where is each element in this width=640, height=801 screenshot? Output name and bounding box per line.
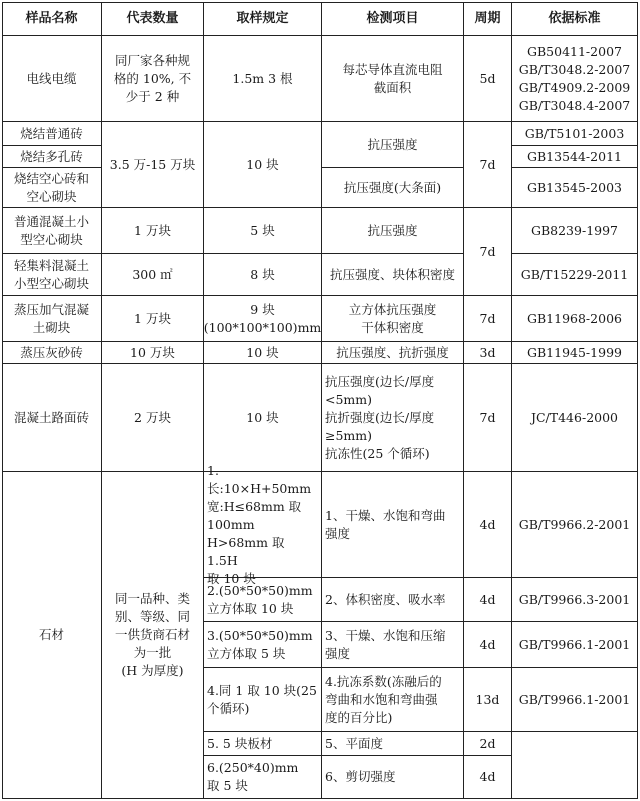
table-cell-period: 7d <box>464 364 512 472</box>
table-cell-period: 7d <box>464 296 512 342</box>
standards-table <box>2 2 638 799</box>
table-cell-quantity: 同一品种、类 别、等级、同 一供货商石材 为一批 (H 为厚度) <box>102 472 204 799</box>
table-cell-sampling: 3.(50*50*50)mm 立方体取 5 块 <box>204 622 322 668</box>
table-cell-test-items: 抗压强度、抗折强度 <box>322 342 464 364</box>
table-cell-standard: GB13544-2011 <box>512 146 638 168</box>
table-cell-period: 2d <box>464 732 512 756</box>
table-cell-test-items: 5、平面度 <box>322 732 464 756</box>
table-cell-name: 轻集料混凝土 小型空心砌块 <box>2 254 102 296</box>
table-cell-name: 石材 <box>2 472 102 799</box>
table-cell-sampling: 1.长:10×H+50mm 宽:H≤68mm 取 100mm H>68mm 取 1.5H 取 10 块 <box>204 472 322 578</box>
table-cell-name: 混凝土路面砖 <box>2 364 102 472</box>
header-period: 周期 <box>464 2 512 36</box>
table-cell-standard: GB/T9966.1-2001 <box>512 622 638 668</box>
table-cell-quantity: 同厂家各种规 格的 10%, 不 少于 2 种 <box>102 36 204 122</box>
table-cell-test-items: 抗压强度、块体积密度 <box>322 254 464 296</box>
table-cell-test-items: 抗压强度 <box>322 208 464 254</box>
table-cell-sampling: 5 块 <box>204 208 322 254</box>
table-cell-quantity: 1 万块 <box>102 296 204 342</box>
table-cell-test-items: 6、剪切强度 <box>322 756 464 799</box>
header-sample-name: 样品名称 <box>2 2 102 36</box>
table-cell-period: 4d <box>464 756 512 799</box>
table-cell-quantity: 10 万块 <box>102 342 204 364</box>
table-cell-period: 5d <box>464 36 512 122</box>
table-cell-test-items: 3、干燥、水饱和压缩 强度 <box>322 622 464 668</box>
table-cell-sampling: 1.5m 3 根 <box>204 36 322 122</box>
table-cell-sampling: 9 块 (100*100*100)mm <box>204 296 322 342</box>
table-cell-test-items: 每芯导体直流电阻 截面积 <box>322 36 464 122</box>
table-cell-test-items: 2、体积密度、吸水率 <box>322 578 464 622</box>
table-cell-period: 4d <box>464 622 512 668</box>
table-cell-test-items: 抗压强度(边长/厚度 <5mm) 抗折强度(边长/厚度 ≥5mm) 抗冻性(25 个循环) <box>322 364 464 472</box>
table-cell-period: 7d <box>464 122 512 208</box>
table-cell-standard: GB/T9966.3-2001 <box>512 578 638 622</box>
table-cell-period: 3d <box>464 342 512 364</box>
table-cell-period: 7d <box>464 208 512 296</box>
table-cell-standard: GB/T5101-2003 <box>512 122 638 146</box>
table-cell-test-items: 1、干燥、水饱和弯曲 强度 <box>322 472 464 578</box>
table-cell-sampling: 10 块 <box>204 122 322 208</box>
table-cell-sampling: 10 块 <box>204 364 322 472</box>
table-cell-sampling: 10 块 <box>204 342 322 364</box>
table-cell-name: 烧结普通砖 <box>2 122 102 146</box>
table-cell-sampling: 2.(50*50*50)mm 立方体取 10 块 <box>204 578 322 622</box>
table-cell-quantity: 1 万块 <box>102 208 204 254</box>
table-cell-standard: GB/T9966.2-2001 <box>512 472 638 578</box>
table-cell-standard: GB/T15229-2011 <box>512 254 638 296</box>
table-cell-name: 电线电缆 <box>2 36 102 122</box>
header-standard: 依据标准 <box>512 2 638 36</box>
table-cell-standard: GB/T9966.1-2001 <box>512 668 638 732</box>
table-cell-standard: JC/T446-2000 <box>512 364 638 472</box>
table-cell-sampling: 6.(250*40)mm 取 5 块 <box>204 756 322 799</box>
table-cell-standard: GB8239-1997 <box>512 208 638 254</box>
table-cell-test-items: 抗压强度(大条面) <box>322 168 464 208</box>
table-cell-standard: GB13545-2003 <box>512 168 638 208</box>
table-cell-quantity: 300 ㎡ <box>102 254 204 296</box>
table-cell-standard: GB11968-2006 <box>512 296 638 342</box>
table-cell-name: 烧结多孔砖 <box>2 146 102 168</box>
table-cell-standard: GB50411-2007 GB/T3048.2-2007 GB/T4909.2-2009 GB/T3048.4-2007 <box>512 36 638 122</box>
table-cell-test-items: 立方体抗压强度 干体积密度 <box>322 296 464 342</box>
table-cell-sampling: 8 块 <box>204 254 322 296</box>
table-cell-period: 13d <box>464 668 512 732</box>
table-cell-name: 普通混凝土小 型空心砌块 <box>2 208 102 254</box>
table-cell-quantity: 3.5 万-15 万块 <box>102 122 204 208</box>
table-cell-standard: GB11945-1999 <box>512 342 638 364</box>
table-cell-test-items: 抗压强度 <box>322 122 464 168</box>
table-cell-standard <box>512 732 638 799</box>
table-cell-sampling: 4.同 1 取 10 块(25 个循环) <box>204 668 322 732</box>
table-cell-period: 4d <box>464 472 512 578</box>
table-cell-quantity: 2 万块 <box>102 364 204 472</box>
table-cell-test-items: 4.抗冻系数(冻融后的 弯曲和水饱和弯曲强 度的百分比) <box>322 668 464 732</box>
header-quantity: 代表数量 <box>102 2 204 36</box>
table-cell-name: 蒸压加气混凝 土砌块 <box>2 296 102 342</box>
header-sampling-rule: 取样规定 <box>204 2 322 36</box>
table-cell-name: 烧结空心砖和 空心砌块 <box>2 168 102 208</box>
table-cell-sampling: 5. 5 块板材 <box>204 732 322 756</box>
table-cell-period: 4d <box>464 578 512 622</box>
table-cell-name: 蒸压灰砂砖 <box>2 342 102 364</box>
header-test-items: 检测项目 <box>322 2 464 36</box>
